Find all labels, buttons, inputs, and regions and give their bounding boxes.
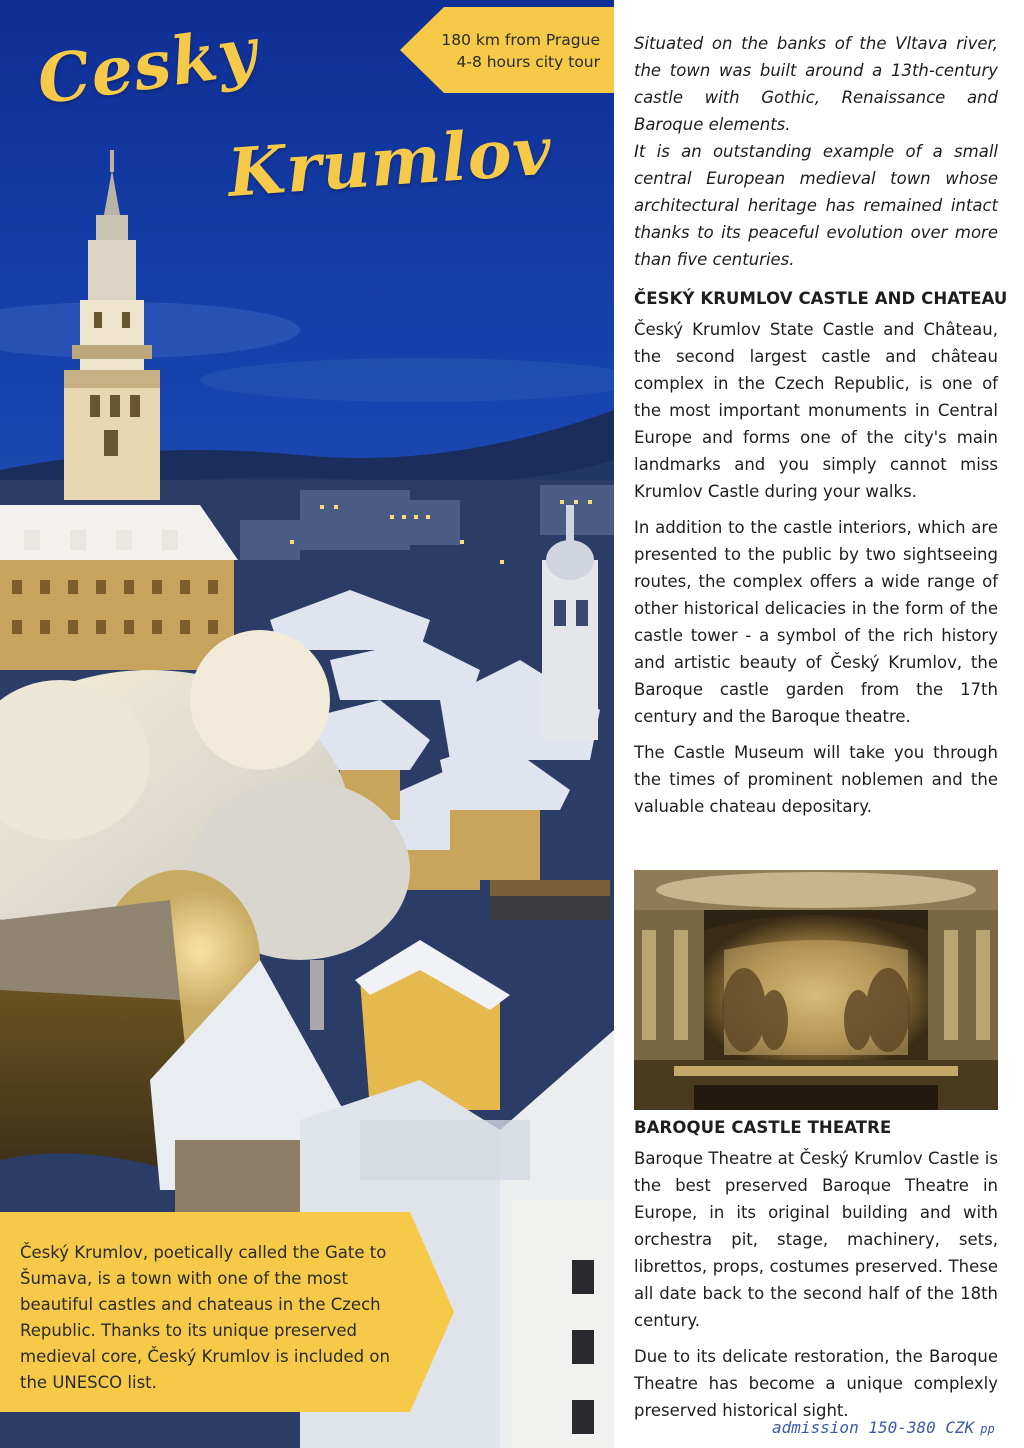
lead-paragraph: It is an outstanding example of a small central European medieval town whose architectural heritage has remained intact thanks to its peaceful evolution over more than five centuries.	[634, 142, 998, 269]
theatre-paragraph: Due to its delicate restoration, the Baroque Theatre has become a unique complexly preserved historical sight.	[634, 1347, 998, 1420]
intro-callout	[0, 1212, 454, 1412]
theatre-section	[634, 1118, 998, 1424]
theatre-paragraph: Baroque Theatre at Český Krumlov Castle is the best preserved Baroque Theatre in Europe, in its original building and with orchestra pit, stage, machinery, sets, librettos, props, costumes preserved. These all date back to the second half of the 18th century.	[634, 1149, 998, 1330]
theatre-section-heading: BAROQUE CASTLE THEATRE	[634, 1118, 892, 1137]
article-column	[634, 30, 1008, 829]
intro-text: Český Krumlov, poetically called the Gate to Šumava, is a town with one of the most beautiful castles and chateaus in the Czech Republic. Thanks to its unique preserved medieval core, Český Krumlov is included on the UNESCO list.	[20, 1243, 390, 1392]
initials: pp	[980, 1422, 995, 1436]
admission-text: admission 150-380 CZK	[772, 1418, 975, 1437]
handwritten-admission-note	[772, 1418, 995, 1437]
castle-paragraph: Český Krumlov State Castle and Château, the second largest castle and château complex in the Czech Republic, is one of the most important monuments in Central Europe and forms one of the city's main landmarks and you simply cannot miss Krumlov Castle during your walks.	[634, 320, 998, 501]
tour-duration-text: 4-8 hours city tour	[456, 53, 600, 71]
distance-tag	[400, 7, 614, 93]
distance-text: 180 km from Prague	[441, 31, 600, 49]
baroque-theatre-photo	[634, 870, 998, 1110]
lead-paragraph: Situated on the banks of the Vltava river, the town was built around a 13th-century castle with Gothic, Renaissance and Baroque elements.	[634, 34, 998, 134]
page-title-line-1: Cesky	[32, 11, 263, 120]
castle-section-heading: ČESKÝ KRUMLOV CASTLE AND CHATEAU	[634, 289, 1008, 308]
theatre-illustration	[634, 870, 998, 1110]
castle-paragraph: The Castle Museum will take you through the times of prominent noblemen and the valuable chateau depositary.	[634, 743, 998, 816]
page-title-line-2: Krumlov	[225, 111, 555, 212]
castle-paragraph: In addition to the castle interiors, which are presented to the public by two sightseeing routes, the complex offers a wide range of other historical delicacies in the form of the castle tower - a symbol of the rich history and artistic beauty of Český Krumlov, the Baroque castle garden from the 17th century and the Baroque theatre.	[634, 518, 998, 726]
